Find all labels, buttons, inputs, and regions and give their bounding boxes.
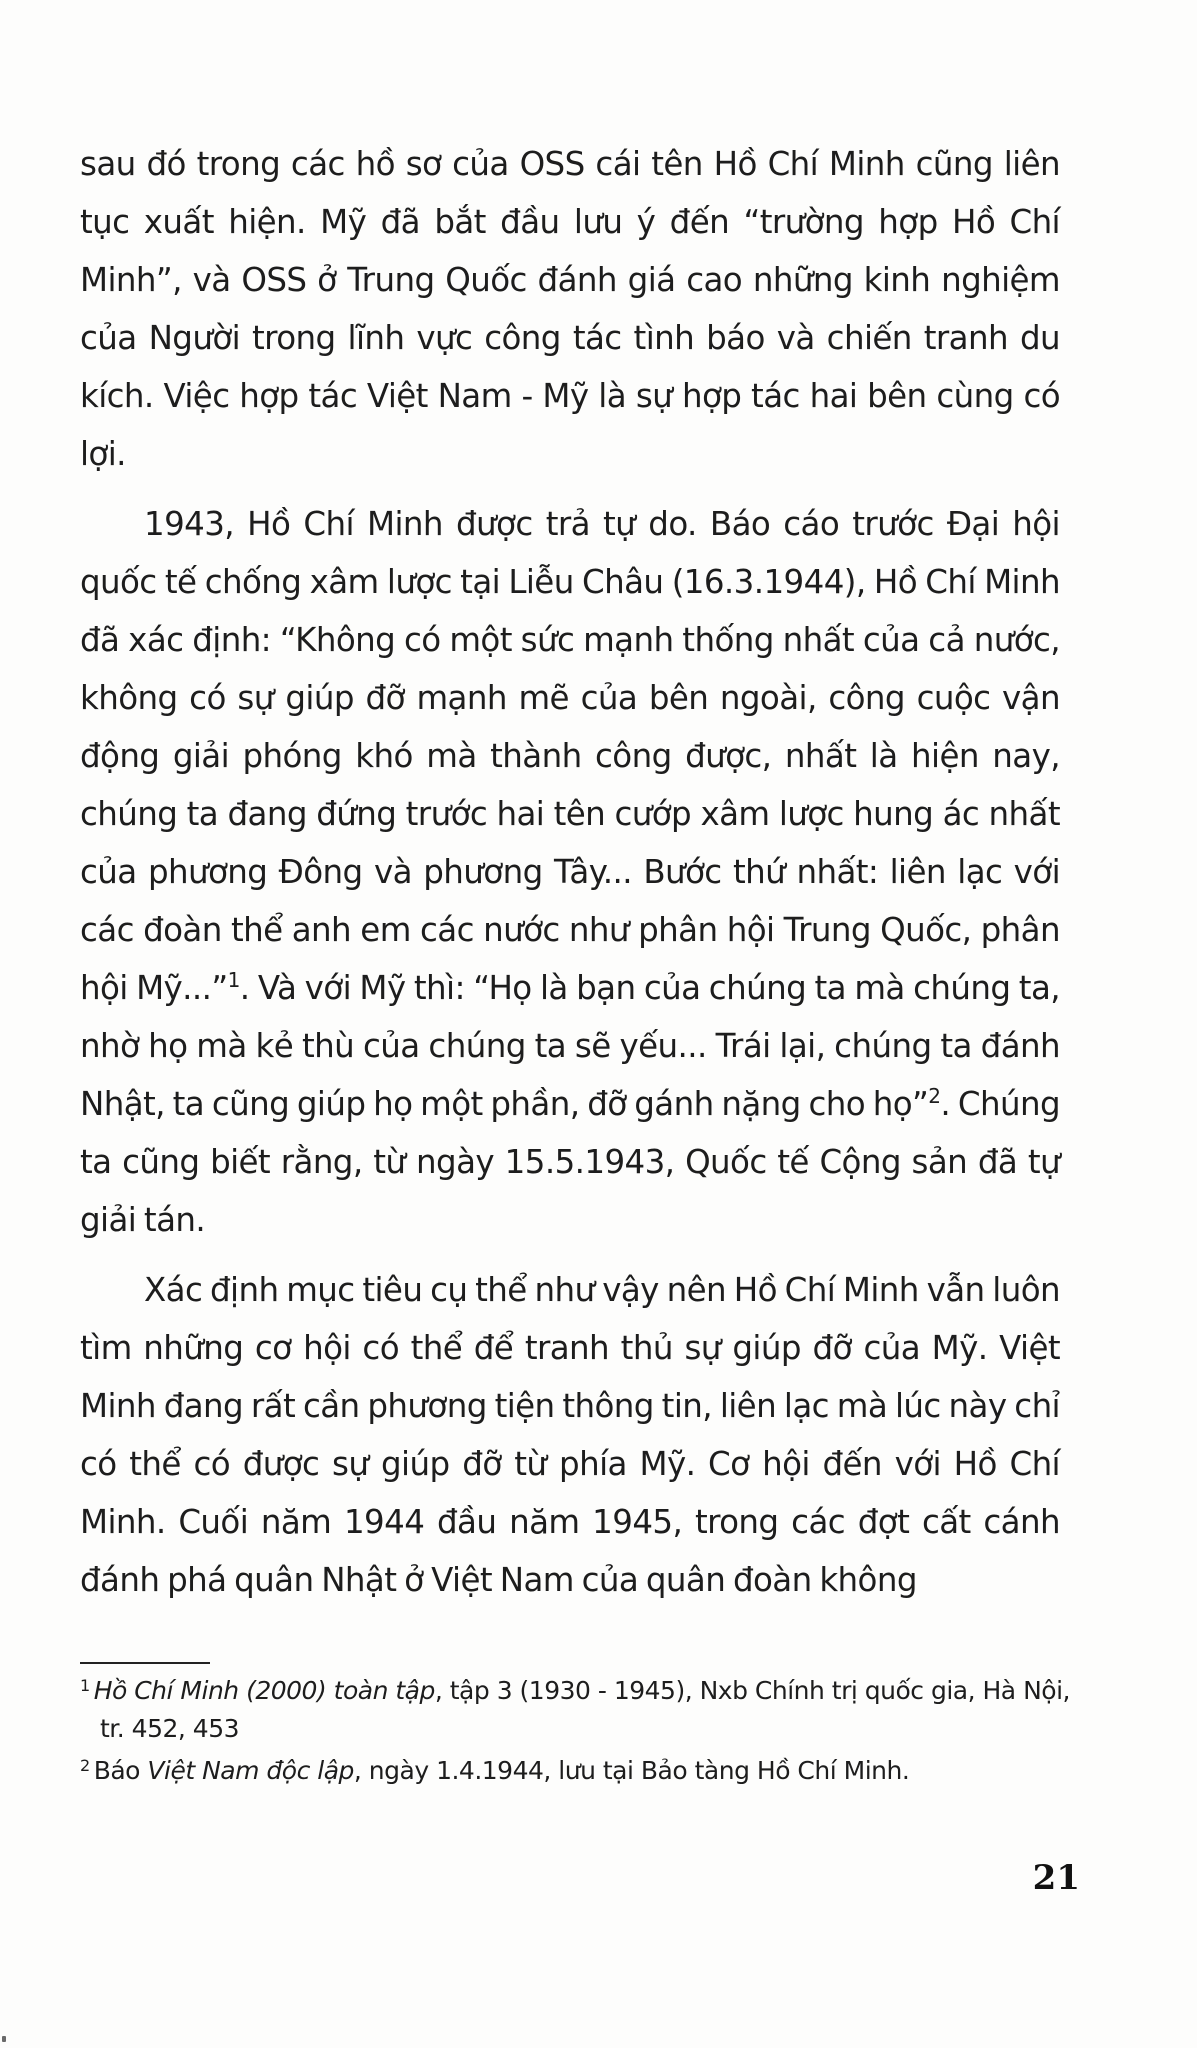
footnote-title: Việt Nam độc lập bbox=[147, 1756, 354, 1785]
paragraph-text: . Và với Mỹ thì: “Họ là bạn của chúng ta mà chúng ta, nhờ họ mà kẻ thù của chúng ta sẽ yếu... Trái lại, chúng ta đánh Nhật, ta cũng giúp họ một phần, đỡ gánh nặng cho họ” bbox=[80, 969, 1060, 1123]
paragraph bbox=[80, 495, 1060, 1249]
page-number: 21 bbox=[1032, 1858, 1080, 1898]
paragraph-text: Xác định mục tiêu cụ thể như vậy nên Hồ Chí Minh vẫn luôn tìm những cơ hội có thể để tranh thủ sự giúp đỡ của Mỹ. Việt Minh đang rất cần phương tiện thông tin, liên lạc mà lúc này chỉ có thể có được sự giúp đỡ từ phía Mỹ. Cơ hội đến với Hồ Chí Minh. Cuối năm 1944 đầu năm 1945, trong các đợt cất cánh đánh phá quân Nhật ở Việt Nam của quân đoàn không bbox=[80, 1271, 1060, 1599]
footnote-reference: 1 bbox=[227, 968, 240, 992]
footnote bbox=[80, 1752, 1080, 1790]
footnote-text: , ngày 1.4.1944, lưu tại Bảo tàng Hồ Chí Minh. bbox=[353, 1756, 910, 1785]
footnotes bbox=[80, 1672, 1080, 1794]
paragraph bbox=[80, 135, 1060, 483]
paragraph bbox=[80, 1261, 1060, 1609]
scan-mark bbox=[2, 2036, 6, 2042]
paragraph-text: . Chúng ta cũng biết rằng, từ ngày 15.5.1943, Quốc tế Cộng sản đã tự giải tán. bbox=[80, 1085, 1060, 1239]
footnote-reference: 2 bbox=[928, 1084, 941, 1108]
footnote-title: Hồ Chí Minh (2000) toàn tập bbox=[93, 1676, 435, 1705]
footnote-divider bbox=[80, 1662, 210, 1664]
paragraph-text: sau đó trong các hồ sơ của OSS cái tên Hồ Chí Minh cũng liên tục xuất hiện. Mỹ đã bắt đầu lưu ý đến “trường hợp Hồ Chí Minh”, và OSS ở Trung Quốc đánh giá cao những kinh nghiệm của Người trong lĩnh vực công tác tình báo và chiến tranh du kích. Việc hợp tác Việt Nam - Mỹ là sự hợp tác hai bên cùng có lợi. bbox=[80, 145, 1060, 473]
footnote-text: , tập 3 (1930 - 1945), Nxb Chính trị quốc gia, Hà Nội, tr. 452, 453 bbox=[100, 1676, 1070, 1743]
paragraph-text: 1943, Hồ Chí Minh được trả tự do. Báo cáo trước Đại hội quốc tế chống xâm lược tại Liễu Châu (16.3.1944), Hồ Chí Minh đã xác định: “Không có một sức mạnh thống nhất của cả nước, không có sự giúp đỡ mạnh mẽ của bên ngoài, công cuộc vận động giải phóng khó mà thành công được, nhất là hiện nay, chúng ta đang đứng trước hai tên cướp xâm lược hung ác nhất của phương Đông và phương Tây... Bước thứ nhất: liên lạc với các đoàn thể anh em các nước như phân hội Trung Quốc, phân hội Mỹ...” bbox=[80, 505, 1060, 1007]
footnote-number: 2 bbox=[80, 1756, 90, 1775]
footnote-text: Báo bbox=[93, 1756, 148, 1785]
footnote bbox=[80, 1672, 1080, 1748]
footnote-number: 1 bbox=[80, 1676, 90, 1695]
body-text bbox=[80, 135, 1060, 1621]
